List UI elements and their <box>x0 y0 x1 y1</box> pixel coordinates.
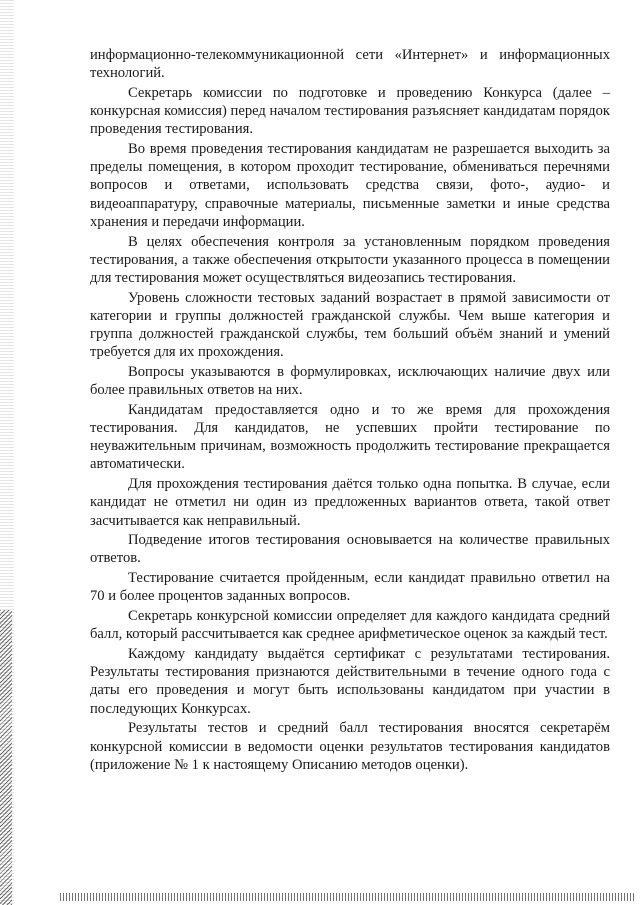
paragraph-11: Секретарь конкурсной комиссии определяет для каждого кандидата средний балл, который рассчитывается как среднее арифметическое оценок за каждый тест. <box>90 608 610 643</box>
paragraph-3: Во время проведения тестирования кандидатам не разрешается выходить за пределы помещения, в котором проходит тестирование, обмениваться перечнями вопросов и ответами, использовать средства связи, фото-, аудио- и видеоаппаратуру, справочные материалы, письменные заметки и иные средства хранения и передачи информации. <box>90 141 610 230</box>
paragraph-8: Для прохождения тестирования даётся только одна попытка. В случае, если кандидат не отметил ни один из предложенных вариантов ответа, такой ответ засчитывается как неправильный. <box>90 476 610 529</box>
paragraph-6: Вопросы указываются в формулировках, исключающих наличие двух или более правильных ответов на них. <box>90 363 610 399</box>
scan-margin-shadow <box>0 610 12 905</box>
paragraph-12: Каждому кандидату выдаётся сертификат с результатами тестирования. Результаты тестирования признаются действительными в течение одного года с даты его проведения и могут быть использованы кандидатом при участии в последующих Конкурсах. <box>90 646 610 717</box>
paragraph-7: Кандидатам предоставляется одно и то же время для прохождения тестирования. Для кандидатов, не успевших пройти тестирование по неуважительным причинам, возможность продолжить тестирование прекращается автоматически. <box>90 401 610 473</box>
scan-bottom-edge <box>60 893 635 901</box>
paragraph-10: Тестирование считается пройденным, если кандидат правильно ответил на 70 и более процентов заданных вопросов. <box>90 570 610 605</box>
document-body <box>90 46 610 775</box>
paragraph-13: Результаты тестов и средний балл тестирования вносятся секретарём конкурсной комиссии в ведомости оценки результатов тестирования кандидатов (приложение № 1 к настоящему Описанию методов оценки). <box>90 720 610 773</box>
paragraph-5: Уровень сложности тестовых заданий возрастает в прямой зависимости от категории и группы должностей гражданской службы. Чем выше категория и группа должностей гражданской службы, тем больший объём знаний и умений требуется для их прохождения. <box>90 289 610 361</box>
paragraph-9: Подведение итогов тестирования основывается на количестве правильных ответов. <box>90 532 610 567</box>
paragraph-1: информационно-телекоммуникационной сети «Интернет» и информационных технологий. <box>90 47 610 82</box>
paragraph-4: В целях обеспечения контроля за установленным порядком проведения тестирования, а также обеспечения открытости указанного процесса в помещении для тестирования может осуществляться видеозапись тестирования. <box>90 233 610 286</box>
paragraph-2: Секретарь комиссии по подготовке и проведению Конкурса (далее – конкурсная комиссия) перед началом тестирования разъясняет кандидатам порядок проведения тестирования. <box>90 84 610 138</box>
